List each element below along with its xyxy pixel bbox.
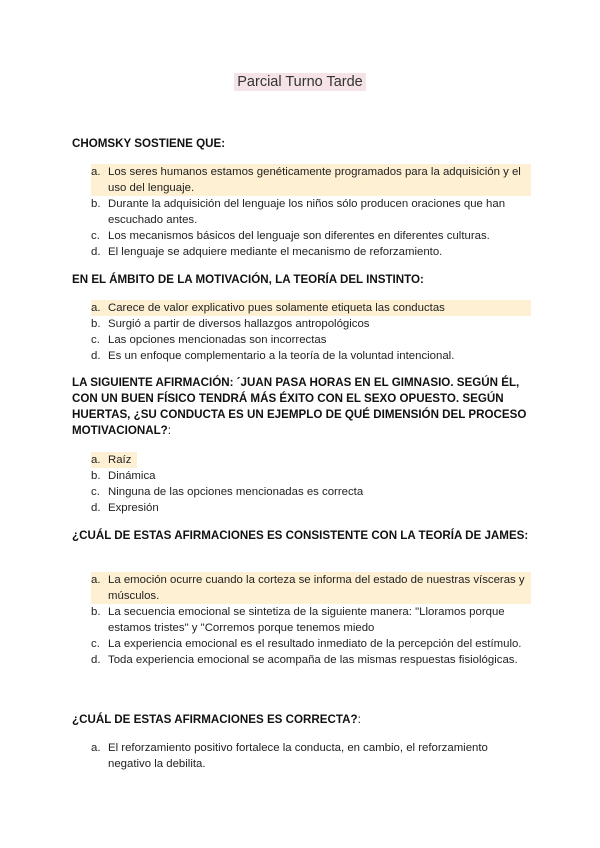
option-5a[interactable]: a. El reforzamiento positivo fortalece la conducta, en cambio, el reforzamiento negativo la debilita. bbox=[91, 742, 488, 770]
title-text: Parcial Turno Tarde bbox=[234, 73, 365, 91]
option-4a[interactable]: a. La emoción ocurre cuando la corteza se informa del estado de nuestras vísceras y músculos. bbox=[91, 572, 531, 604]
option-2a[interactable]: a. Carece de valor explicativo pues solamente etiqueta las conductas bbox=[91, 300, 531, 316]
question-5: ¿CUÁL DE ESTAS AFIRMACIONES ES CORRECTA?: bbox=[72, 713, 361, 726]
question-4-options bbox=[91, 572, 531, 668]
question-2-options bbox=[91, 300, 531, 364]
option-2d[interactable]: d. Es un enfoque complementario a la teoría de la voluntad intencional. bbox=[91, 350, 455, 362]
option-3b[interactable]: b. Dinámica bbox=[91, 470, 156, 482]
question-1 bbox=[72, 136, 532, 152]
question-5-text: ¿CUÁL DE ESTAS AFIRMACIONES ES CORRECTA? bbox=[72, 713, 358, 726]
option-3a[interactable]: a. Raíz bbox=[91, 452, 531, 468]
question-3-text: LA SIGUIENTE AFIRMACIÓN: ´JUAN PASA HORAS EN EL GIMNASIO. SEGÚN ÉL, CON UN BUEN FÍSICO TENDRÁ MÁS ÉXITO CON EL SEXO OPUESTO. SEGÚN HUERTAS, ¿SU CONDUCTA ES UN EJEMPLO DE QUÉ DIMENSIÓN DEL PROCESO MOTIVACIONAL? bbox=[72, 376, 527, 437]
option-2c[interactable]: c. Las opciones mencionadas son incorrectas bbox=[91, 334, 327, 346]
option-4b[interactable]: b. La secuencia emocional se sintetiza de la siguiente manera: "Lloramos porque estamos tristes" y "Corremos porque tenemos miedo bbox=[91, 606, 505, 634]
document-title bbox=[0, 73, 600, 91]
question-4-text: ¿CUÁL DE ESTAS AFIRMACIONES ES CONSISTENTE CON LA TEORÍA DE JAMES: bbox=[72, 529, 529, 542]
option-3c[interactable]: c. Ninguna de las opciones mencionadas es correcta bbox=[91, 486, 364, 498]
question-5-options bbox=[91, 740, 531, 772]
option-1a[interactable]: a. Los seres humanos estamos genéticamente programados para la adquisición y el uso del lenguaje. bbox=[91, 164, 531, 196]
option-2b[interactable]: b. Surgió a partir de diversos hallazgos antropológicos bbox=[91, 318, 370, 330]
option-1d[interactable]: d. El lenguaje se adquiere mediante el mecanismo de reforzamiento. bbox=[91, 246, 443, 258]
question-3-options bbox=[91, 452, 531, 516]
question-1-options bbox=[91, 164, 531, 260]
question-4 bbox=[72, 528, 532, 544]
option-4d[interactable]: d. Toda experiencia emocional se acompaña de las mismas respuestas fisiológicas. bbox=[91, 654, 518, 666]
question-3: LA SIGUIENTE AFIRMACIÓN: ´JUAN PASA HORAS EN EL GIMNASIO. SEGÚN ÉL, CON UN BUEN FÍSICO TENDRÁ MÁS ÉXITO CON EL SEXO OPUESTO. SEGÚN HUERTAS, ¿SU CONDUCTA ES UN EJEMPLO DE QUÉ DIMENSIÓN DEL PROCESO MOTIVACIONAL?: bbox=[72, 376, 527, 437]
question-2 bbox=[72, 272, 532, 288]
option-1b[interactable]: b. Durante la adquisición del lenguaje los niños sólo producen oraciones que han escuchado antes. bbox=[91, 198, 506, 226]
option-4c[interactable]: c. La experiencia emocional es el resultado inmediato de la percepción del estímulo. bbox=[91, 638, 522, 650]
option-3d[interactable]: d. Expresión bbox=[91, 502, 159, 514]
option-1c[interactable]: c. Los mecanismos básicos del lenguaje son diferentes en diferentes culturas. bbox=[91, 230, 490, 242]
question-2-text: EN EL ÁMBITO DE LA MOTIVACIÓN, LA TEORÍA DEL INSTINTO: bbox=[72, 273, 424, 286]
question-1-text: CHOMSKY SOSTIENE QUE: bbox=[72, 137, 226, 150]
